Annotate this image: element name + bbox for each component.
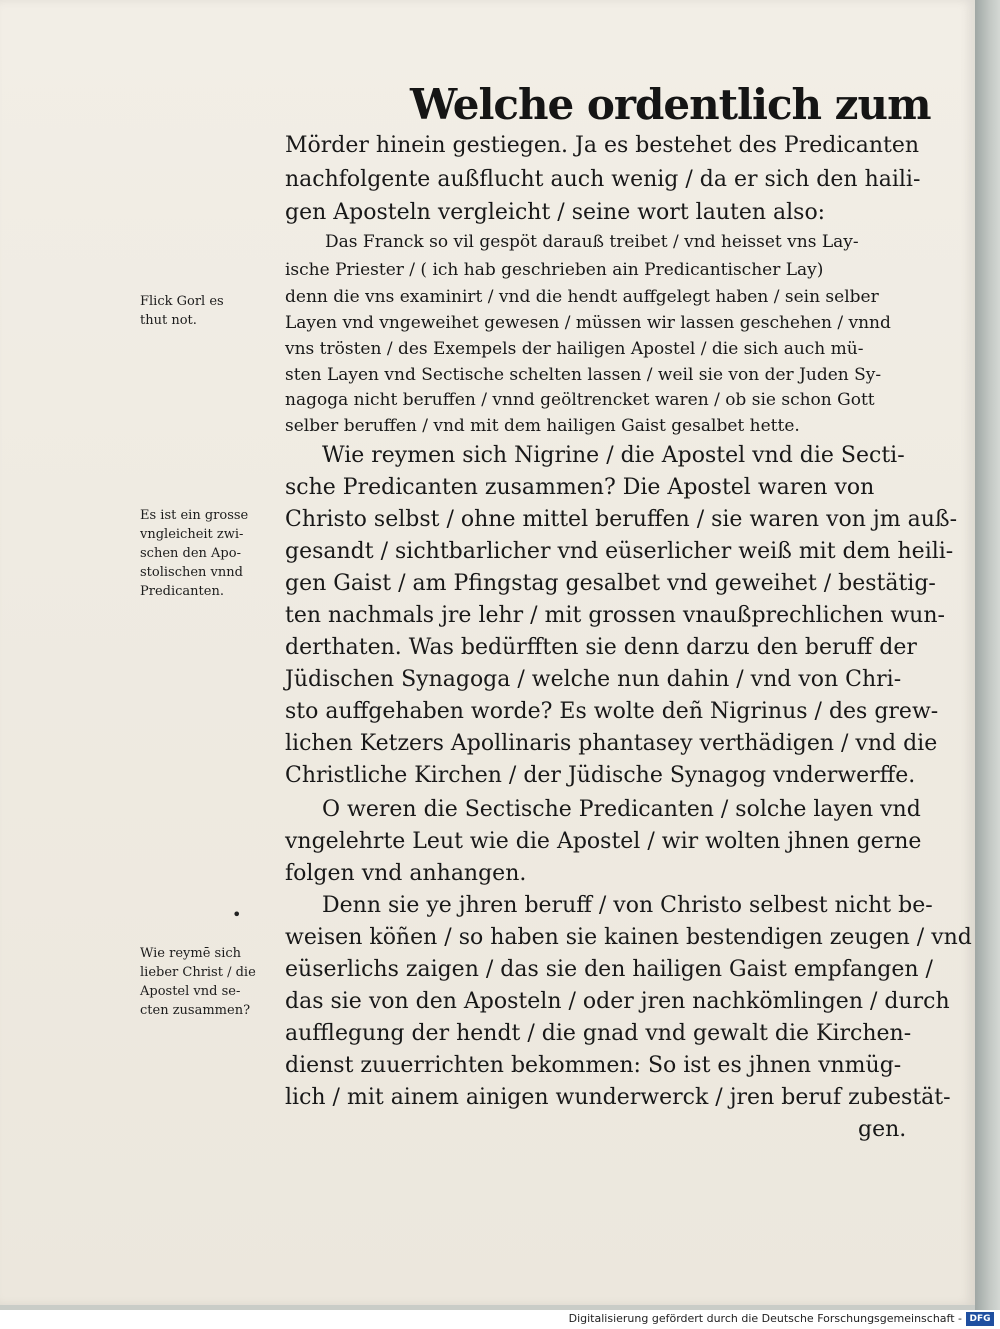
text-line: Denn sie ye jhren beruff / von Christo selbest nicht be- <box>322 893 933 918</box>
text-line: sche Predicanten zusammen? Die Apostel waren von <box>285 475 875 500</box>
text-line: gesandt / sichtbarlicher vnd eüserlicher weiß mit dem heili- <box>285 539 954 564</box>
text-line: Christo selbst / ohne mittel beruffen / sie waren von jm auß- <box>285 507 958 532</box>
text-line: weisen köñen / so haben sie kainen bestendigen zeugen / vnd <box>285 925 972 950</box>
margin-note-line: thut not. <box>140 313 197 328</box>
running-heading: Welche ordentlich zum <box>410 80 931 129</box>
margin-note-line: Predicanten. <box>140 584 224 599</box>
text-line: nachfolgente außflucht auch wenig / da er sich den haili- <box>285 167 921 192</box>
text-line: vngelehrte Leut wie die Apostel / wir wolten jhnen gerne <box>285 829 922 854</box>
margin-note-line: schen den Apo- <box>140 546 241 561</box>
text-line: Jüdischen Synagoga / welche nun dahin / vnd von Chri- <box>285 667 902 692</box>
margin-note-line: lieber Christ / die <box>140 965 256 980</box>
catchword: gen. <box>858 1117 907 1142</box>
page-edge <box>975 0 1000 1310</box>
margin-note-line: Es ist ein grosse <box>140 508 249 523</box>
text-line: O weren die Sectische Predicanten / solche layen vnd <box>322 797 921 822</box>
text-line: selber beruffen / vnd mit dem hailigen Gaist gesalbet hette. <box>285 416 800 436</box>
text-line: eüserlichs zaigen / das sie den hailigen Gaist empfangen / <box>285 957 933 982</box>
text-line: nagoga nicht beruffen / vnnd geöltrencket waren / ob sie schon Gott <box>285 390 875 410</box>
text-line: sten Layen vnd Sectische schelten lassen / weil sie von der Juden Sy- <box>285 365 882 385</box>
text-line: ische Priester / ( ich hab geschrieben ain Predicantischer Lay) <box>285 260 824 280</box>
margin-note-line: Apostel vnd se- <box>140 984 241 999</box>
text-line: Wie reymen sich Nigrine / die Apostel vnd die Secti- <box>322 443 905 468</box>
margin-note-2 <box>140 506 270 601</box>
margin-note-line: cten zusammen? <box>140 1003 251 1018</box>
text-line: Das Franck so vil gespöt darauß treibet / vnd heisset vns Lay- <box>325 232 859 252</box>
text-line: ten nachmals jre lehr / mit grossen vnaußprechlichen wun- <box>285 603 945 628</box>
text-line: lich / mit ainem ainigen wunderwerck / jren beruf zubestät- <box>285 1085 951 1110</box>
text-line: lichen Ketzers Apollinaris phantasey verthädigen / vnd die <box>285 731 938 756</box>
text-line: dienst zuuerrichten bekommen: So ist es jhnen vnmüg- <box>285 1053 902 1078</box>
dfg-logo[interactable]: DFG <box>966 1312 994 1326</box>
text-line: folgen vnd anhangen. <box>285 861 527 886</box>
margin-note-1 <box>140 292 270 330</box>
text-line: vns trösten / des Exempels der hailigen Apostel / die sich auch mü- <box>285 339 864 359</box>
text-line: gen Aposteln vergleicht / seine wort lauten also: <box>285 200 826 225</box>
text-line: denn die vns examinirt / vnd die hendt auffgelegt haben / sein selber <box>285 287 879 307</box>
text-line: Mörder hinein gestiegen. Ja es bestehet des Predicanten <box>285 133 920 158</box>
margin-note-3 <box>140 944 270 1020</box>
text-line: aufflegung der hendt / die gnad vnd gewalt die Kirchen- <box>285 1021 912 1046</box>
text-line: Layen vnd vngeweihet gewesen / müssen wir lassen geschehen / vnnd <box>285 313 891 333</box>
text-line: das sie von den Aposteln / oder jren nachkömlingen / durch <box>285 989 950 1014</box>
text-line: gen Gaist / am Pfingstag gesalbet vnd geweihet / bestätig- <box>285 571 936 596</box>
margin-note-line: Wie reymē sich <box>140 946 242 961</box>
footer-credit: Digitalisierung gefördert durch die Deutsche Forschungsgemeinschaft - <box>568 1312 962 1325</box>
margin-note-line: stolischen vnnd <box>140 565 243 580</box>
margin-note-line: Flick Gorl es <box>140 294 224 309</box>
margin-note-line: vngleicheit zwi- <box>140 527 244 542</box>
text-line: derthaten. Was bedürfften sie denn darzu den beruff der <box>285 635 917 660</box>
ink-mark: • <box>232 905 242 924</box>
text-line: Christliche Kirchen / der Jüdische Synagog vnderwerffe. <box>285 763 916 788</box>
text-line: sto auffgehaben worde? Es wolte deñ Nigrinus / des grew- <box>285 699 939 724</box>
